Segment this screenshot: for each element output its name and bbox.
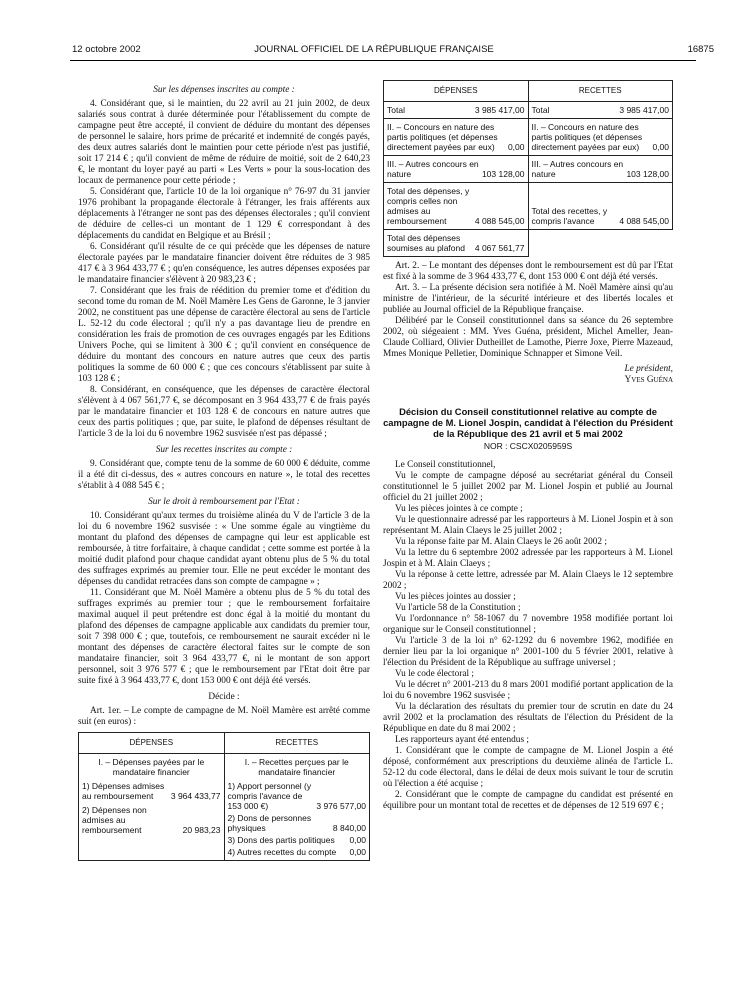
col-header-depenses: DÉPENSES <box>79 733 225 754</box>
recette-label: 4) Autres recettes du compte <box>227 847 337 857</box>
recette-value: 0,00 <box>349 835 366 845</box>
visa-line: Vu la déclaration des résultats du premier tour de scrutin en date du 24 avril 2002 et la proclamation des résultats de l'élection du Président de la République en date du 8 mai 2002 ; <box>383 702 673 734</box>
total-depenses-value: 4 088 545,00 <box>474 216 525 226</box>
total-recettes-label: Total des recettes, y compris l'avance <box>531 206 608 226</box>
nor-reference: NOR : CSCX0205959S <box>483 441 573 451</box>
total-label: Total <box>387 105 405 115</box>
recette-value: 3 976 577,00 <box>316 801 366 811</box>
recette-label: 1) Apport personnel (y compris l'avance de 153 000 €) <box>227 781 312 811</box>
recette-item <box>228 847 367 857</box>
considerant-2: 2. Considérant que le compte de campagne du candidat est présenté en équilibre pour un montant total de recettes et de dépenses de 12 519 697 € ; <box>383 790 673 811</box>
paragraph-10: 10. Considérant qu'aux termes du troisième alinéa du V de l'article 3 de la loi du 6 novembre 1962 susvisée : « Une somme égale au vingtième du montant du plafond des dépenses de campagne qui leur est applicable est remboursée, à titre forfaitaire, à chaque candidat ; cette somme est portée à la moitié dudit plafond pour chaque candidat ayant obtenu plus de 5 % du total des suffrages exprimés au premier tour. Elle ne peut excéder le montant des dépenses du candidat retracées dans son compte de campagne » ; <box>78 511 370 587</box>
depenses-plafond-label: Total des dépenses soumises au plafond <box>387 233 465 253</box>
visa-line: Vu la réponse faite par M. Alain Claeys le 26 août 2002 ; <box>395 537 607 547</box>
depense-item <box>82 781 221 801</box>
depense-value: 20 983,23 <box>182 825 221 835</box>
depense-label: 2) Dépenses non admises au remboursement <box>82 805 147 835</box>
visa-line: Vu l'article 58 de la Constitution ; <box>395 603 521 613</box>
depenses-plafond-cell <box>384 230 529 257</box>
empty-cell <box>528 230 673 257</box>
right-column <box>383 80 673 812</box>
accounts-table-part2 <box>383 80 673 257</box>
total-recettes-cell <box>528 102 673 119</box>
considerant-1: 1. Considérant que le compte de campagne de M. Lionel Jospin a été déposé, conformément aux prescriptions du deuxième alinéa de l'article L. 52-12 du code électoral, dans le délai de deux mois suivant le tour de scrutin où l'élection a été acquise ; <box>383 746 673 789</box>
journal-title: JOURNAL OFFICIEL DE LA RÉPUBLIQUE FRANÇAISE <box>254 44 494 55</box>
autres-concours-value: 103 128,00 <box>626 169 669 179</box>
visa-line: Vu le décret n° 2001-213 du 8 mars 2001 modifié portant application de la loi du 6 novembre 1962 susvisée ; <box>383 680 673 701</box>
autres-concours-depenses-cell <box>384 156 529 183</box>
section-heading-recettes: Sur les recettes inscrites au compte : <box>155 445 293 455</box>
section-heading-depenses: Sur les dépenses inscrites au compte : <box>153 85 295 95</box>
concours-partis-value: 0,00 <box>652 142 669 152</box>
total-value: 3 985 417,00 <box>619 105 669 115</box>
paragraph-8: 8. Considérant, en conséquence, que les dépenses de caractère électoral s'élèvent à 4 067 561,77 €, se décomposant en 3 964 433,77 € de frais payés par le mandataire financier et 103 128 € de concours en nature autres que ceux des partis politiques ; que, par suite, le plafond de dépenses résultant de l'article 3 de la loi du 6 novembre 1962 susvisée n'est pas dépassé ; <box>78 385 370 439</box>
decide-label: Décide : <box>208 692 240 702</box>
total-depenses-label: Total des dépenses, y compris celles non admises au remboursement <box>387 186 470 226</box>
recette-item <box>228 835 367 845</box>
visa-line: Vu les pièces jointes au dossier ; <box>395 592 516 602</box>
accounts-table-part1 <box>78 732 370 861</box>
section-heading-remboursement: Sur le droit à remboursement par l'Etat : <box>148 497 300 507</box>
visa-line: Vu le compte de campagne déposé au secrétariat général du Conseil constitutionnel le 5 juillet 2002 par M. Lionel Jospin et publié au Journal officiel du 21 juillet 2002 ; <box>383 471 673 503</box>
page-number: 16875 <box>687 44 714 55</box>
decision-title: Décision du Conseil constitutionnel relative au compte de campagne de M. Lionel Jospin, candidat à l'élection du Président de la République des 21 avril et 5 mai 2002 <box>383 406 673 439</box>
concours-partis-label: II. – Concours en nature des partis politiques (et dépenses directement payées par eux) <box>387 122 498 152</box>
depense-label: 1) Dépenses admises au remboursement <box>82 781 165 801</box>
left-column <box>78 80 370 861</box>
autres-concours-recettes-cell <box>528 156 673 183</box>
article-3: Art. 3. – La présente décision sera notifiée à M. Noël Mamère ainsi qu'au ministre de l'intérieur, de la sécurité intérieure et des libertés locales et publiée au Journal officiel de la République française. <box>383 283 673 315</box>
visa-line: Vu le code électoral ; <box>395 669 474 679</box>
paragraph-5: 5. Considérant que, l'article 10 de la loi organique n° 76-97 du 31 janvier 1976 prohibant la propagande électorale à l'étranger, les frais afférents aux déplacements à l'étranger ne sont pas des dépenses électorales ; qu'il convient de déduire de celles-ci un montant de 1 129 € correspondant à des déplacements du candidat en Belgique et au Brésil ; <box>78 187 370 241</box>
recette-value: 0,00 <box>349 847 366 857</box>
recette-value: 8 840,00 <box>332 823 366 833</box>
visa-line: Vu l'article 3 de la loi n° 62-1292 du 6 novembre 1962, modifiée en dernier lieu par la loi organique n° 2001-100 du 5 février 2001, relative à l'élection du Président de la République au suffrage universel ; <box>383 636 673 668</box>
col-header-recettes: RECETTES <box>528 81 673 102</box>
recette-item <box>228 813 367 833</box>
recette-item <box>228 781 367 811</box>
depenses-section-label: I. – Dépenses payées par le mandataire financier <box>98 757 205 777</box>
paragraph-4: 4. Considérant que, si le maintien, du 22 avril au 21 juin 2002, de deux salariés sous contrat à durée déterminée pour l'établissement du compte de campagne peut être accepté, il convient de déduire du montant des dépenses de personnel le salaire, hors prime de précarité et indemnité de congés payés, des deux autres salariés dont le maintien pour cette période n'est pas justifié, soit 17 214 € ; qu'il convient de même de réduire de moitié, soit de 2 640,23 €, le montant du loyer payé au parti « Les Verts » pour la sous-location des locaux de permanence pour cette période ; <box>78 99 370 186</box>
total-recettes-value: 4 088 545,00 <box>619 216 669 226</box>
total-depenses-global-cell <box>384 183 529 230</box>
visa-line: Vu la lettre du 6 septembre 2002 adressée par les rapporteurs à M. Lionel Jospin et à M. Alain Claeys ; <box>383 548 673 569</box>
header-rule <box>70 60 696 61</box>
autres-concours-label: III. – Autres concours en nature <box>387 159 479 179</box>
autres-concours-value: 103 128,00 <box>481 169 525 179</box>
col-header-recettes: RECETTES <box>224 733 370 754</box>
depenses-plafond-value: 4 067 561,77 <box>474 243 525 253</box>
concours-partis-label: II. – Concours en nature des partis politiques (et dépenses directement payées par eux) <box>531 122 643 152</box>
page-header <box>32 44 716 58</box>
depenses-cell <box>79 754 225 861</box>
signature-title: Le président, <box>624 364 673 374</box>
visa-line: Vu les pièces jointes à ce compte ; <box>395 504 523 514</box>
deliberation: Délibéré par le Conseil constitutionnel dans sa séance du 26 septembre 2002, où siégeaient : MM. Yves Guéna, président, Michel Ameller, Jean-Claude Colliard, Olivier Dutheillet de Lamothe, Pierre Joxe, Pierre Mazeaud, Mmes Monique Pelletier, Dominique Schnapper et Simone Veil. <box>383 316 673 359</box>
header-date: 12 octobre 2002 <box>72 44 141 55</box>
paragraph-7: 7. Considérant que les frais de réédition du premier tome et d'édition du second tome du roman de M. Noël Mamère Les Gens de Garonne, le 3 janvier 2002, ne constituent pas une dépense de caractère électoral au sens de l'article L. 52-12 du code électoral ; qu'il n'y a pas davantage lieu de prendre en considération les frais de promotion de ces ouvrages engagés par les Editions Univers Poche, qui se limitent à 300 € ; qu'il convient en conséquence de déduire du montant des concours en nature autres que ceux des partis politiques la somme de 60 000 € ; que ces concours s'établissent par suite à 103 128 € ; <box>78 286 370 384</box>
total-recettes-global-cell <box>528 183 673 230</box>
recette-label: 2) Dons de personnes physiques <box>227 813 312 833</box>
depense-value: 3 964 433,77 <box>170 791 221 801</box>
recettes-section-label: I. – Recettes perçues par le mandataire financier <box>244 757 349 777</box>
depense-item <box>82 805 221 835</box>
visa-line: Vu la réponse à cette lettre, adressée par M. Alain Claeys le 12 septembre 2002 ; <box>383 570 673 591</box>
visa-line: Les rapporteurs ayant été entendus ; <box>395 735 529 745</box>
recette-label: 3) Dons des partis politiques <box>227 835 335 845</box>
autres-concours-label: III. – Autres concours en nature <box>531 159 624 179</box>
recettes-cell <box>224 754 370 861</box>
concours-partis-recettes-cell <box>528 119 673 156</box>
paragraph-11: 11. Considérant que M. Noël Mamère a obtenu plus de 5 % du total des suffrages exprimés au premier tour ; que le remboursement forfaitaire maximal auquel il peut prétendre est donc égal à la moitié du montant du plafond des dépenses de campagne applicable aux candidats du premier tour, soit 7 398 000 € ; que, toutefois, ce remboursement ne saurait excéder ni le montant des dépenses de caractère électoral faites sur le compte de son mandataire financier, soit 3 964 433,77 €, ni le montant de son apport personnel, soit 3 976 577 € ; que le remboursement par l'Etat doit être par suite fixé à 3 964 433,77 €, dont 153 000 € ont déjà été versés. <box>78 588 370 686</box>
col-header-depenses: DÉPENSES <box>384 81 529 102</box>
total-value: 3 985 417,00 <box>474 105 525 115</box>
paragraph-6: 6. Considérant qu'il résulte de ce qui précède que les dépenses de nature électorale payées par le mandataire financier doivent être réduites de 3 985 417 € à 3 964 433,77 € ; qu'en conséquence, les autres dépenses exposées par le mandataire financier s'élèvent à 20 983,23 € ; <box>78 242 370 285</box>
concours-partis-value: 0,00 <box>507 142 525 152</box>
article-1: Art. 1er. – Le compte de campagne de M. Noël Mamère est arrêté comme suit (en euros) : <box>78 706 370 727</box>
total-label: Total <box>531 105 550 115</box>
visa-line: Vu l'ordonnance n° 58-1067 du 7 novembre 1958 modifiée portant loi organique sur le Conseil constitutionnel ; <box>383 614 673 635</box>
paragraph-9: 9. Considérant que, compte tenu de la somme de 60 000 € déduite, comme il a été dit ci-dessus, des « autres concours en nature », le total des recettes s'établit à 4 088 545 € ; <box>78 459 370 491</box>
visa-line: Vu le questionnaire adressé par les rapporteurs à M. Lionel Jospin et à son représentant M. Alain Claeys le 25 juillet 2002 ; <box>383 515 673 536</box>
signature-name: Yves Guéna <box>624 375 673 385</box>
total-depenses-cell <box>384 102 529 119</box>
visa-line: Le Conseil constitutionnel, <box>395 460 496 470</box>
article-2: Art. 2. – Le montant des dépenses dont le remboursement est dû par l'Etat est fixé à la somme de 3 964 433,77 €, dont 153 000 € ont déjà été versés. <box>383 261 673 282</box>
concours-partis-depenses-cell <box>384 119 529 156</box>
